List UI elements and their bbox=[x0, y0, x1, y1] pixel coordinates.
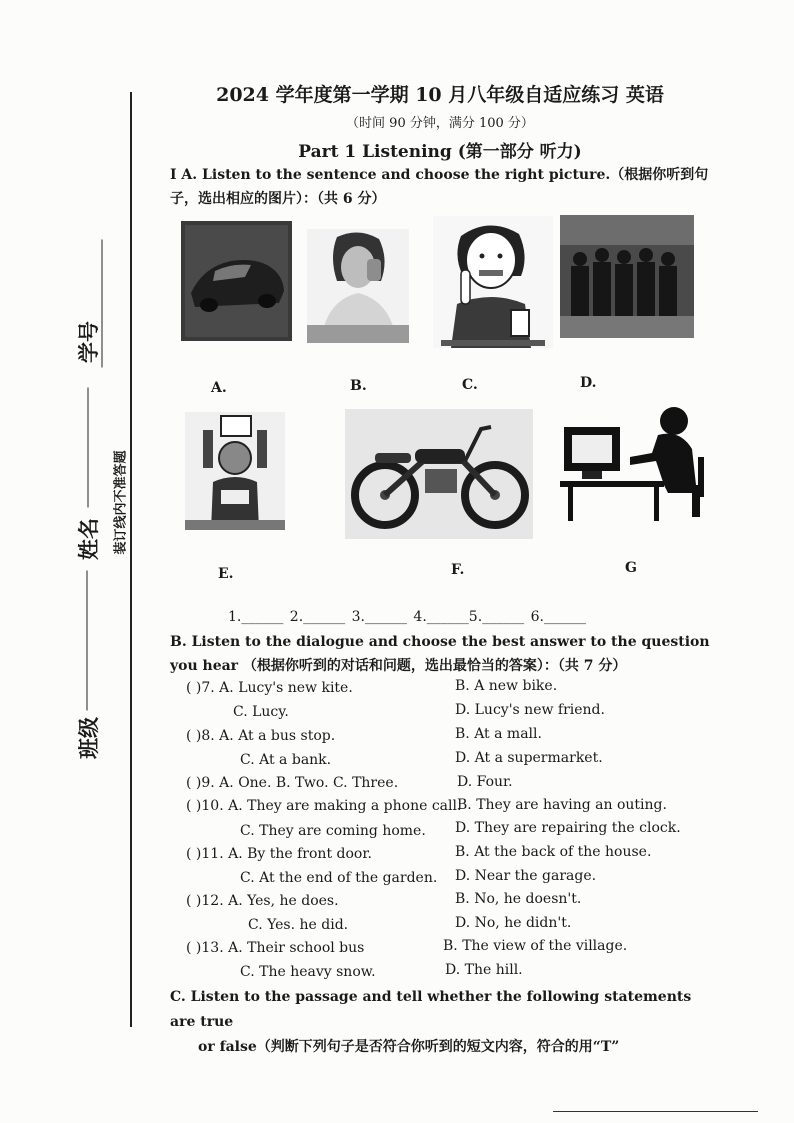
q10-option-c: C. They are coming home. bbox=[240, 823, 426, 839]
picture-label-a: A. bbox=[211, 380, 227, 396]
picture-label-g: G bbox=[625, 560, 637, 576]
q12-option-a[interactable]: ( )12. A. Yes, he does. bbox=[186, 893, 339, 909]
answer-blanks-1-6[interactable]: 1.______ 2.______ 3.______ 4.______5.______ 6.______ bbox=[228, 609, 586, 625]
picture-label-f: F. bbox=[451, 562, 465, 578]
section-b-instruction: B. Listen to the dialogue and choose the best answer to the question you hear （根据你听到的对话和问题，选出最恰当的答案）：（共 7 分） bbox=[170, 634, 710, 674]
q12-option-c: C. Yes. he did. bbox=[248, 917, 349, 933]
car-picture bbox=[181, 221, 292, 341]
section-c-line-1: C. Listen to the passage and tell whether the following statements are true bbox=[170, 989, 692, 1030]
name-label: 姓名 bbox=[76, 518, 101, 560]
q9-option-d: D. Four. bbox=[457, 774, 513, 790]
q8-option-c: C. At a bank. bbox=[240, 752, 332, 768]
girl-brushing-teeth-picture bbox=[433, 216, 553, 348]
q13-option-b: B. The view of the village. bbox=[443, 938, 628, 954]
page-title: 2024 学年度第一学期 10 月八年级自适应练习 英语 bbox=[216, 84, 664, 106]
q11-option-d: D. Near the garage. bbox=[455, 868, 597, 884]
name-blank bbox=[88, 388, 89, 508]
q11-option-c: C. At the end of the garden. bbox=[240, 870, 438, 886]
class-blank bbox=[87, 571, 88, 711]
boy-with-sign-picture bbox=[185, 412, 285, 530]
q13-option-d: D. The hill. bbox=[445, 962, 523, 978]
q12-option-d: D. No, he didn't. bbox=[455, 915, 572, 931]
picture-label-d: D. bbox=[580, 375, 597, 391]
footer-rule bbox=[553, 1111, 758, 1112]
q13-option-a[interactable]: ( )13. A. Their school bus bbox=[186, 940, 365, 956]
exam-info: （时间 90 分钟，满分 100 分） bbox=[346, 116, 534, 131]
q10-option-a[interactable]: ( )10. A. They are making a phone call. bbox=[186, 798, 462, 814]
q8-option-b: B. At a mall. bbox=[455, 726, 542, 742]
part-heading: Part 1 Listening (第一部分 听力) bbox=[298, 142, 582, 162]
section-c-line-2: or false（判断下列句子是否符合你听到的短文内容，符合的用“T” bbox=[198, 1039, 620, 1055]
q7-option-b: B. A new bike. bbox=[455, 678, 558, 694]
woman-with-toothache-picture bbox=[307, 229, 409, 343]
section-c-instruction bbox=[170, 985, 710, 1060]
q10-option-b: B. They are having an outing. bbox=[457, 797, 667, 813]
person-at-computer-picture bbox=[560, 405, 710, 521]
binding-note: 装订线内不准答题 bbox=[113, 450, 129, 555]
picture-label-e: E. bbox=[218, 566, 234, 582]
motorcycle-picture bbox=[345, 409, 533, 539]
q9-options[interactable]: ( )9. A. One. B. Two. C. Three. bbox=[186, 775, 399, 791]
q7-option-d: D. Lucy's new friend. bbox=[455, 702, 605, 718]
section-a-instruction: Ⅰ A. Listen to the sentence and choose the right picture.（根据你听到句子，选出相应的图片）：（共 6 分） bbox=[170, 167, 709, 207]
class-label: 班级 bbox=[76, 717, 101, 759]
q7-option-a[interactable]: ( )7. A. Lucy's new kite. bbox=[186, 680, 353, 696]
binding-line bbox=[130, 92, 132, 1027]
q13-option-c: C. The heavy snow. bbox=[240, 964, 376, 980]
group-of-people-picture bbox=[560, 215, 694, 338]
picture-label-b: B. bbox=[350, 378, 367, 394]
q8-option-d: D. At a supermarket. bbox=[455, 750, 603, 766]
q7-option-c: C. Lucy. bbox=[233, 704, 289, 720]
q11-option-a[interactable]: ( )11. A. By the front door. bbox=[186, 846, 372, 862]
q8-option-a[interactable]: ( )8. A. At a bus stop. bbox=[186, 728, 336, 744]
student-id-label: 学号 bbox=[76, 321, 101, 363]
q10-option-d: D. They are repairing the clock. bbox=[455, 820, 681, 836]
q12-option-b: B. No, he doesn't. bbox=[455, 891, 582, 907]
picture-label-c: C. bbox=[462, 377, 478, 393]
q11-option-b: B. At the back of the house. bbox=[455, 844, 652, 860]
